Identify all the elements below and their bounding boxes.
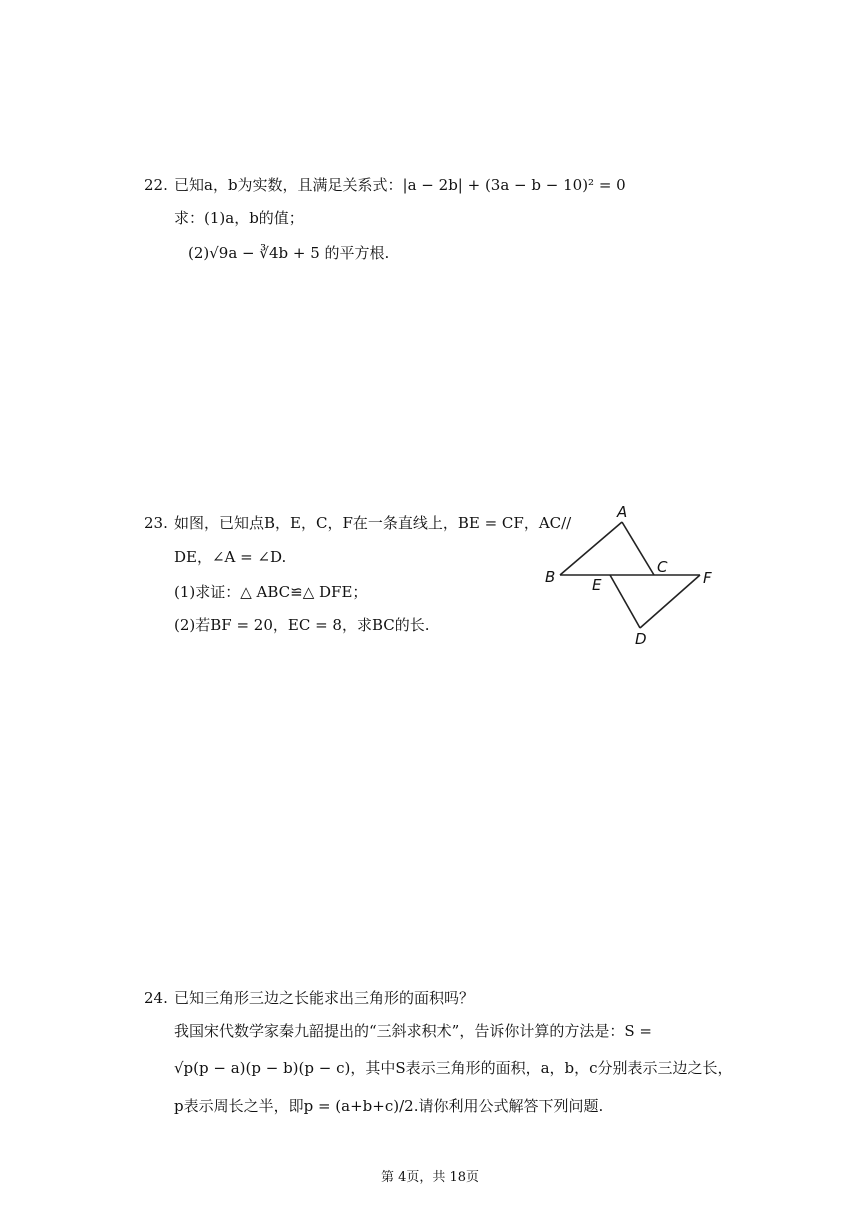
label-f: F [703, 569, 712, 587]
label-a: A [617, 503, 628, 521]
label-d: D [635, 630, 647, 648]
page-footer: 第 4页，共 18页 [380, 1170, 480, 1185]
q24-number: 24. [144, 989, 168, 1007]
segment-df [640, 575, 700, 628]
q22-number: 22. [144, 176, 168, 194]
label-c: C [657, 558, 668, 576]
label-b: B [545, 568, 556, 586]
q24-line3: √p(p − a)(p − b)(p − c)，其中S表示三角形的面积，a，b，c分别表示三边之长， [174, 1059, 733, 1077]
q24-line4: p表示周长之半，即p = (a+b+c)/2.请你利用公式解答下列问题. [174, 1097, 604, 1115]
q23-part1: (1)求证：△ ABC≌△ DFE； [174, 583, 368, 601]
q24-line2: 我国宋代数学家秦九韶提出的“三斜求积术”，告诉你计算的方法是：S = [174, 1022, 652, 1040]
q23-part2: (2)若BF = 20，EC = 8，求BC的长. [174, 616, 430, 634]
q22-stem: 已知a，b为实数，且满足关系式：|a − 2b| + (3a − b − 10)² = 0 [174, 176, 626, 194]
q23-line1: 如图，已知点B，E，C，F在一条直线上，BE = CF，AC// [174, 514, 572, 532]
segment-ed [610, 575, 640, 628]
q22-part2: (2)√9a − ∛4b + 5 的平方根. [188, 244, 390, 262]
q23-line2: DE，∠A = ∠D. [174, 548, 287, 566]
q24-line1: 已知三角形三边之长能求出三角形的面积吗？ [174, 989, 475, 1007]
segment-ab [560, 522, 622, 575]
q22-part1: 求：(1)a，b的值； [174, 209, 304, 227]
q23-number: 23. [144, 514, 168, 532]
q23-figure [540, 500, 730, 650]
label-e: E [592, 576, 602, 594]
segment-ac [622, 522, 654, 575]
